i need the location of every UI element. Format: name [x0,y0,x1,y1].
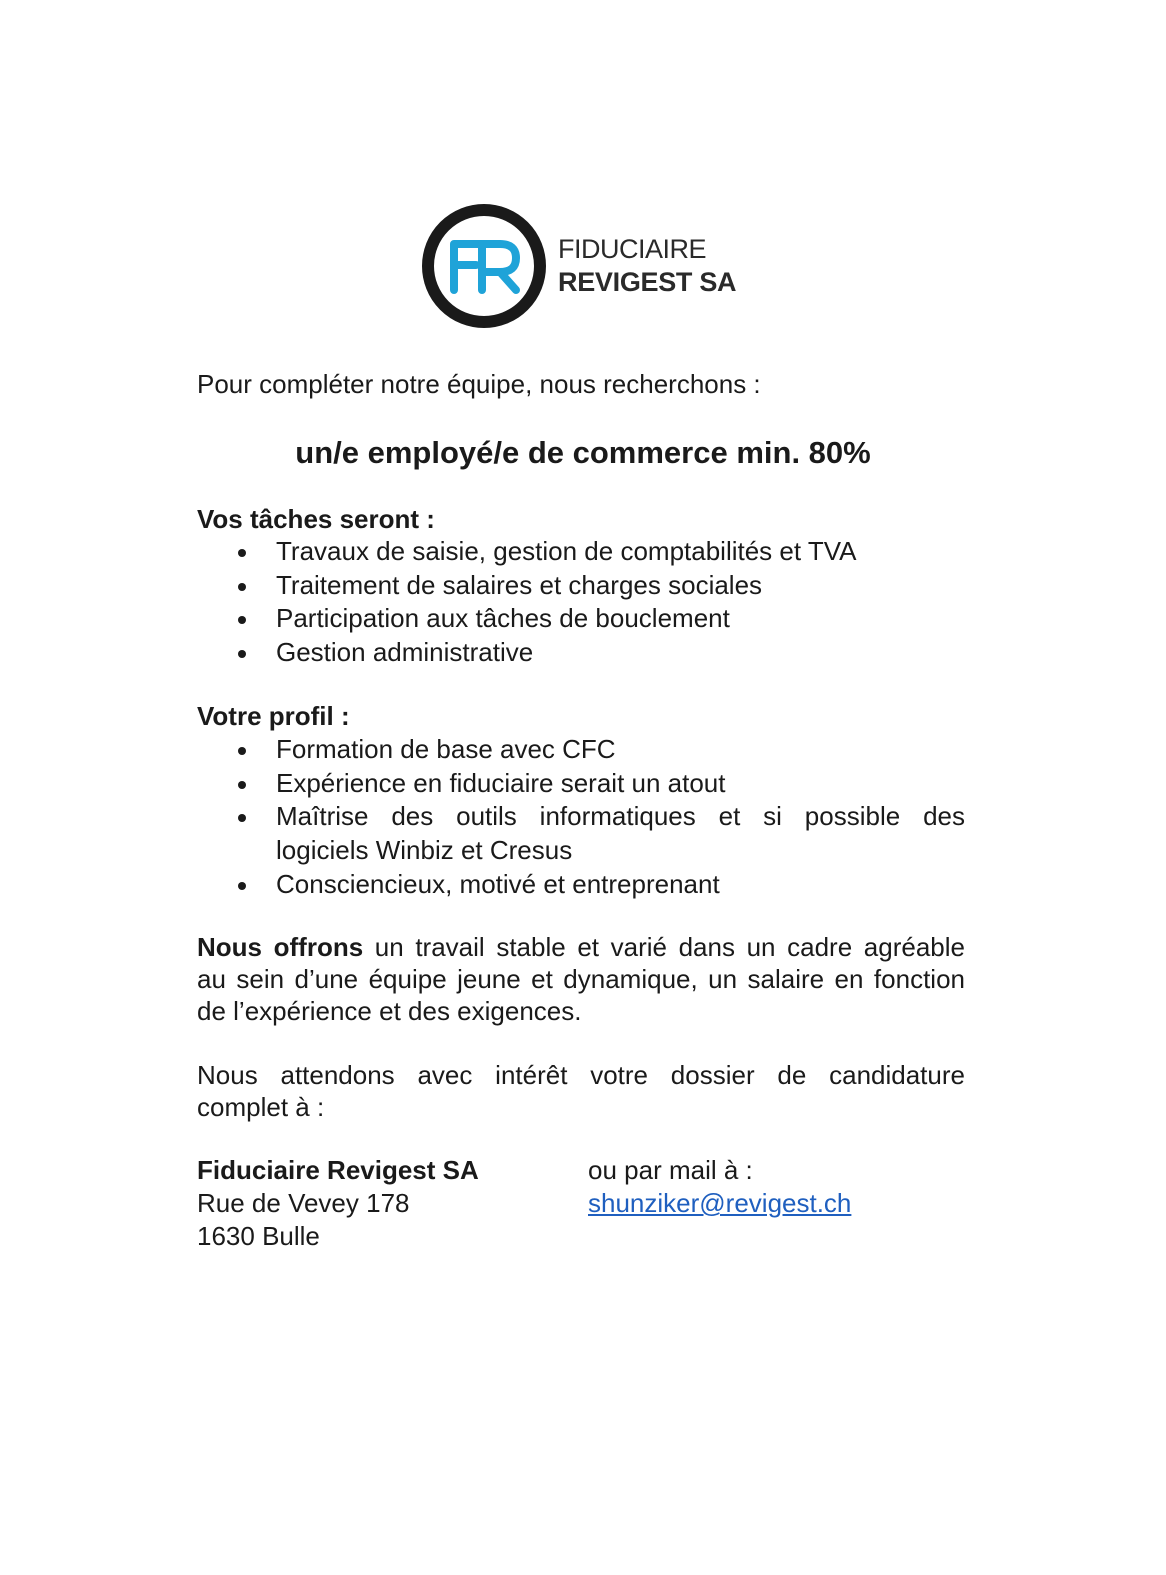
list-item [197,602,965,636]
task-text: Participation aux tâches de bouclement [276,603,730,634]
profile-text: Consciencieux, motivé et entreprenant [276,868,720,899]
offer-lead: Nous offrons [197,932,364,962]
company-name: Fiduciaire Revigest SA [197,1155,479,1185]
list-item [197,733,965,767]
street-address: Rue de Vevey 178 [197,1188,410,1218]
task-text: Travaux de saisie, gestion de comptabilités et TVA [276,536,857,566]
tasks-heading: Vos tâches seront : [197,504,435,534]
profile-heading: Votre profil : [197,701,350,731]
list-item [197,767,965,801]
bullet-icon [238,781,246,789]
bullet-icon [238,616,246,624]
list-item [197,800,965,867]
closing-line-1: Nous attendons avec intérêt votre dossier de candidature [197,1060,965,1090]
offer-line-2: au sein d’une équipe jeune et dynamique, un salaire en fonction [197,964,965,994]
list-item [197,569,965,603]
task-text: Gestion administrative [276,637,534,668]
logo-text-revigest: REVIGEST SA [558,267,737,297]
revigest-mark-icon [420,202,555,332]
tasks-list [197,535,965,670]
closing-line-2: complet à : [197,1092,325,1122]
postal-address [197,1154,479,1253]
offer-line-1-rest: un travail stable et varié dans un cadre agréable [363,932,965,962]
profile-list [197,733,965,902]
profile-text-continued: logiciels Winbiz et Cresus [276,835,573,866]
city-address: 1630 Bulle [197,1221,320,1251]
profile-text: Expérience en fiduciaire serait un atout [276,767,726,798]
intro-text: Pour compléter notre équipe, nous recherchons : [197,369,761,399]
offer-line-1 [197,931,965,963]
company-logo [420,202,750,332]
closing-paragraph [197,1059,965,1123]
bullet-icon [238,549,246,557]
offer-paragraph [197,931,965,1027]
job-title-text: un/e employé/e de commerce min. 80% [295,435,871,470]
bullet-icon [238,882,246,890]
email-link[interactable]: shunziker@revigest.ch [588,1188,852,1218]
task-text: Traitement de salaires et charges sociales [276,569,763,600]
profile-text: Maîtrise des outils informatiques et si possible des [276,801,965,832]
mail-label: ou par mail à : [588,1155,753,1185]
bullet-icon [238,650,246,658]
bullet-icon [238,747,246,755]
list-item [197,636,965,670]
logo-text-fiduciaire: FIDUCIAIRE [558,234,707,264]
job-title [0,434,1166,472]
bullet-icon [238,814,246,822]
profile-text: Formation de base avec CFC [276,734,616,764]
mail-contact [588,1154,851,1220]
list-item [197,868,965,902]
list-item [197,535,965,569]
offer-line-3: de l’expérience et des exigences. [197,996,582,1026]
bullet-icon [238,583,246,591]
